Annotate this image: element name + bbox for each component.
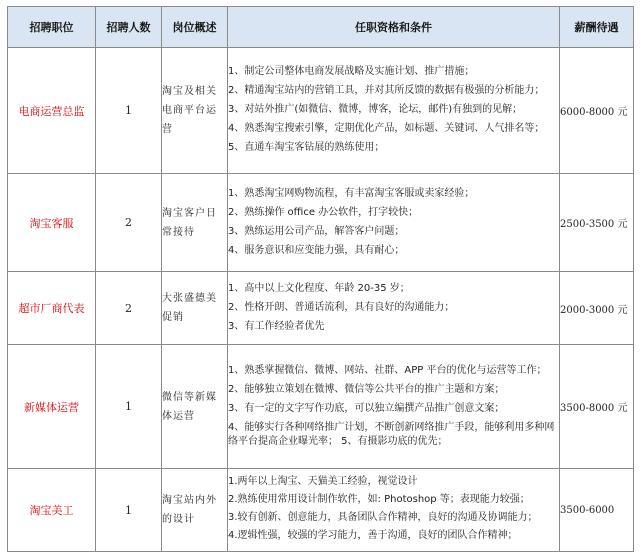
job-headcount: 2 <box>96 272 162 345</box>
table-row <box>8 272 634 345</box>
requirement-item: 5、直通车淘宝客钻展的熟练使用； <box>228 142 385 153</box>
job-headcount: 1 <box>96 469 162 552</box>
requirement-item: 4、熟悉淘宝搜索引擎，定期优化产品，如标题、关键词、人气排名等； <box>228 123 545 134</box>
job-overview: 大张盛德美促销 <box>162 272 228 345</box>
header-position: 招聘职位 <box>8 7 96 48</box>
requirement-item: 2、性格开朗、普通话流利，具有良好的沟通能力； <box>228 301 455 313</box>
job-overview: 淘宝客户日常接待 <box>162 174 228 272</box>
requirement-item: 3、熟练运用公司产品，解答客户问题； <box>228 225 405 237</box>
requirement-item: 2.熟练使用常用设计制作软件，如: Photoshop 等；表现能力较强； <box>228 494 530 505</box>
requirement-item: 1、高中以上文化程度、年龄 20-35 岁； <box>228 282 410 294</box>
recruitment-table <box>7 6 634 552</box>
job-overview: 淘宝站内外的设计 <box>162 469 228 552</box>
requirement-item: 4、能够实行各种网络推广计划，不断创新网络推广手段，能够利用多种网络平台提高企业曝光率； 5、有摄影功底的优先； <box>228 421 555 447</box>
job-salary: 2500-3500 元 <box>560 174 634 272</box>
job-title: 新媒体运营 <box>8 345 96 469</box>
job-requirements <box>228 469 560 552</box>
requirement-item: 4、服务意识和应变能力强，具有耐心； <box>228 244 405 256</box>
requirement-item: 1、熟悉掌握微信、微博、网站、社群、APP 平台的优化与运营等工作； <box>228 364 547 376</box>
table-row <box>8 345 634 469</box>
job-salary: 3500-6000 <box>560 469 634 552</box>
header-overview: 岗位概述 <box>162 7 228 48</box>
header-salary: 薪酬待遇 <box>560 7 634 48</box>
header-requirements: 任职资格和条件 <box>228 7 560 48</box>
job-title: 淘宝美工 <box>8 469 96 552</box>
job-headcount: 1 <box>96 48 162 174</box>
job-overview: 微信等新媒体运营 <box>162 345 228 469</box>
requirement-item: 2、能够独立策划在微博、微信等公共平台的推广主题和方案； <box>228 383 505 395</box>
table-row <box>8 469 634 552</box>
requirement-item: 4.逻辑性强，较强的学习能力，善于沟通，良好的团队合作精神； <box>228 530 518 541</box>
job-salary: 2000-3000 元 <box>560 272 634 345</box>
job-salary: 3500-8000 元 <box>560 345 634 469</box>
requirement-item: 1、熟悉淘宝网购物流程，有丰富淘宝客服或卖家经验； <box>228 187 475 199</box>
job-requirements <box>228 174 560 272</box>
requirement-item: 1.两年以上淘宝、天猫美工经验，视觉设计 <box>228 476 418 487</box>
job-salary: 6000-8000 元 <box>560 48 634 174</box>
job-title: 电商运营总监 <box>8 48 96 174</box>
requirement-item: 3、有一定的文字写作功底，可以独立编撰产品推广创意文案； <box>228 402 505 414</box>
requirement-item: 3、对站外推广(如微信、微博，博客，论坛，邮件)有独到的见解； <box>228 104 523 115</box>
requirement-item: 2、精通淘宝站内的营销工具，并对其所反馈的数据有极强的分析能力； <box>228 85 545 96</box>
job-headcount: 2 <box>96 174 162 272</box>
job-requirements <box>228 272 560 345</box>
requirement-item: 1、制定公司整体电商发展战略及实施计划、推广措施； <box>228 66 475 77</box>
table-row <box>8 174 634 272</box>
requirement-item: 3.较有创新、创意能力，具备团队合作精神，良好的沟通及协调能力； <box>228 512 538 523</box>
job-headcount: 1 <box>96 345 162 469</box>
table-row <box>8 48 634 174</box>
requirement-item: 3、有工作经验者优先 <box>228 320 325 332</box>
header-row <box>8 7 634 48</box>
job-title: 超市厂商代表 <box>8 272 96 345</box>
requirement-item: 2、熟练操作 office 办公软件，打字较快； <box>228 206 419 218</box>
job-overview: 淘宝及相关电商平台运营 <box>162 48 228 174</box>
job-requirements <box>228 345 560 469</box>
job-title: 淘宝客服 <box>8 174 96 272</box>
job-requirements <box>228 48 560 174</box>
header-headcount: 招聘人数 <box>96 7 162 48</box>
